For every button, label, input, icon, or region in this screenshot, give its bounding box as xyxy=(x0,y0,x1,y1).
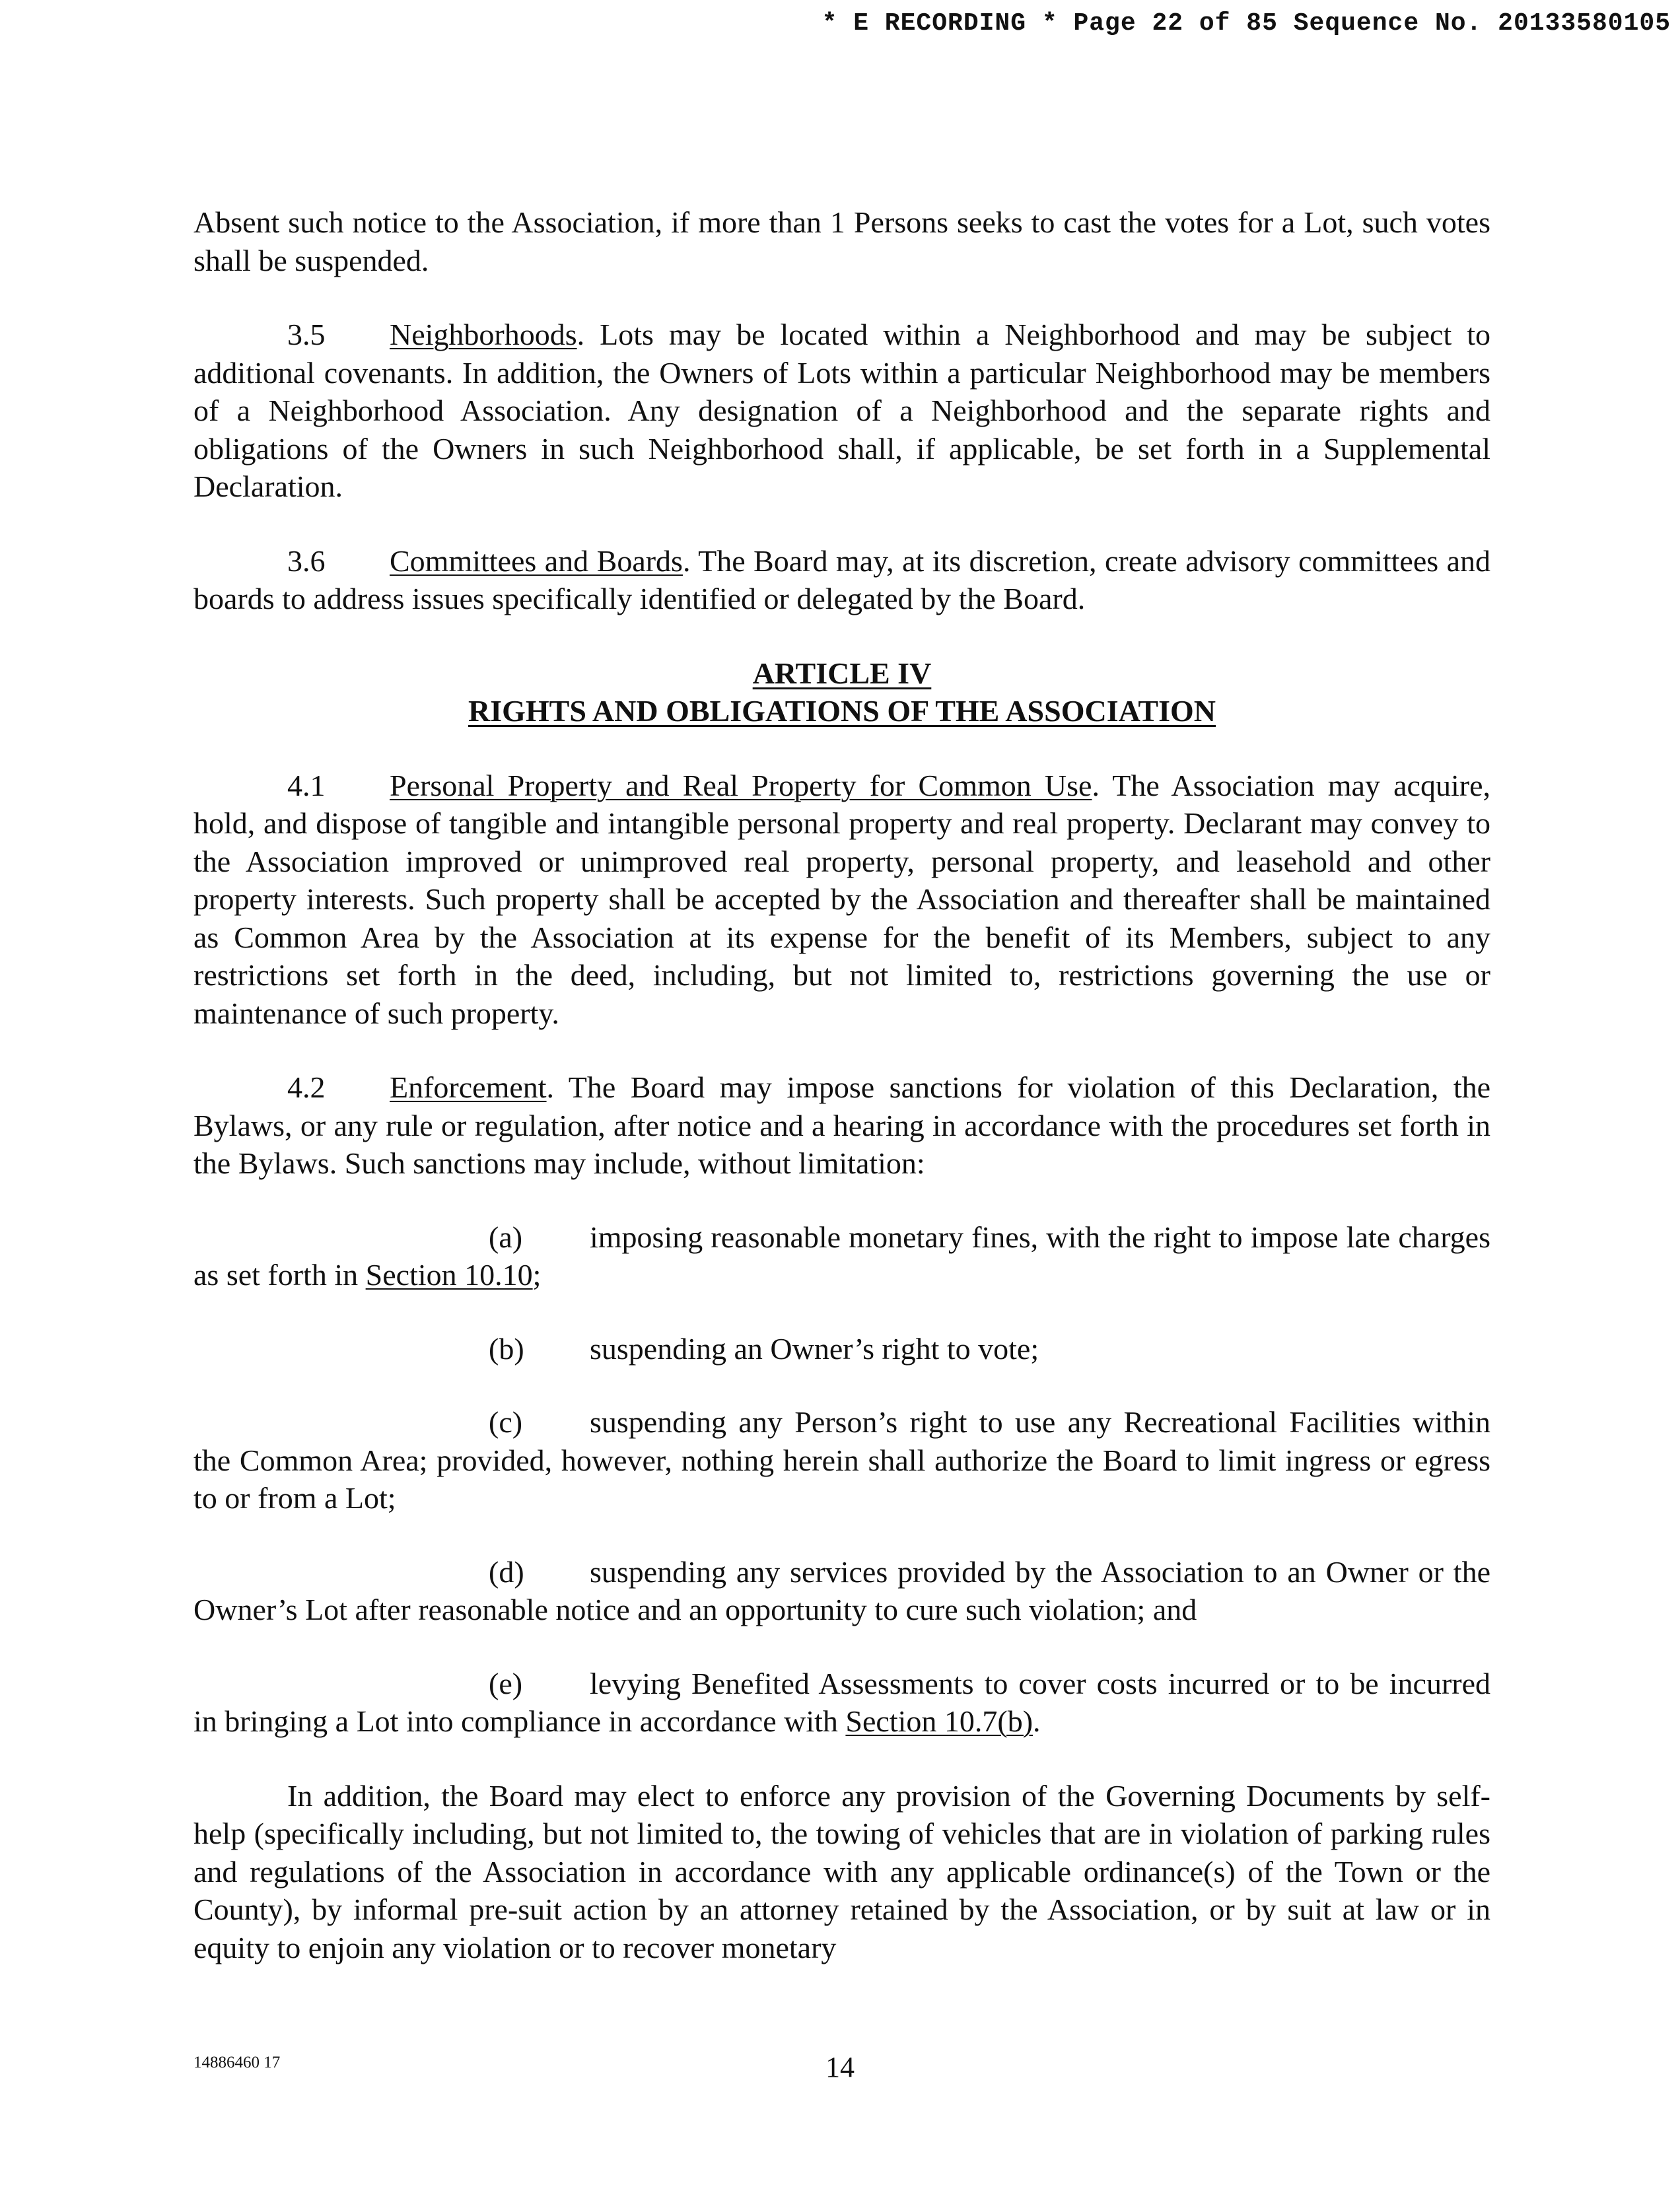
section-number: 3.5 xyxy=(287,318,326,351)
list-item-a xyxy=(193,1218,1490,1294)
list-item-text: suspending an Owner’s right to vote; xyxy=(590,1331,1039,1366)
list-item-text: levying Benefited Assessments to cover costs incurred or to be incurred in bringing a Lot into compliance in accordance with xyxy=(193,1666,1490,1738)
list-item-e xyxy=(193,1665,1490,1741)
section-title: Personal Property and Real Property for Common Use xyxy=(390,768,1092,802)
list-item-label: (d) xyxy=(489,1554,524,1589)
closing-paragraph: In addition, the Board may elect to enforce any provision of the Governing Documents by self-help (specifically including, but not limited to, the towing of vehicles that are in violation of parking rules and regulations of the Association in accordance with any applicable ordinance(s) of the Town or the County), by informal pre-suit action by an attorney retained by the Association, or by suit at law or in equity to enjoin any violation or to recover monetary xyxy=(193,1778,1490,1964)
section-number: 4.2 xyxy=(287,1070,326,1104)
list-item-label: (c) xyxy=(489,1405,523,1439)
section-text: The Board may, at its discretion, create advisory committees and boards to address issues specifically identified or delegated by the Board. xyxy=(193,543,1490,615)
article-title: RIGHTS AND OBLIGATIONS OF THE ASSOCIATION xyxy=(468,694,1216,728)
section-title: Enforcement xyxy=(390,1070,547,1104)
section-3-5: 3.5 Neighborhoods. Lots may be located within a Neighborhood and may be subject to additional covenants. In addition, the Owners of Lots within a particular Neighborhood may be members of a Neighborhood Association. Any designation of a Neighborhood and the separate rights and obligations of the Owners in such Neighborhood shall, if applicable, be set forth in a Supplemental Declaration. xyxy=(193,316,1490,506)
intro-paragraph: Absent such notice to the Association, if more than 1 Persons seeks to cast the votes for a Lot, such votes shall be suspended. xyxy=(193,205,1490,277)
list-item-text: suspending any Person’s right to use any Recreational Facilities within the Common Area; provided, however, nothing herein shall authorize the Board to limit ingress or egress to or from a Lot; xyxy=(193,1405,1490,1515)
list-item-d xyxy=(193,1553,1490,1629)
page-body xyxy=(193,203,1490,1966)
section-title: Committees and Boards xyxy=(390,543,683,578)
section-title: Neighborhoods xyxy=(390,318,577,351)
list-item-tail: ; xyxy=(532,1258,542,1292)
section-reference: Section 10.10 xyxy=(365,1258,533,1292)
section-reference: Section 10.7(b) xyxy=(845,1704,1033,1738)
list-item-text: imposing reasonable monetary fines, with the right to impose late charges as set forth in xyxy=(193,1220,1490,1292)
section-4-1: 4.1 Personal Property and Real Property for Common Use. The Association may acquire, hold, and dispose of tangible and intangible personal property and real property. Declarant may convey to the Association improved or unimproved real property, personal property, and leasehold and other property interests. Such property shall be accepted by the Association and thereafter shall be maintained as Common Area by the Association at its expense for the benefit of its Members, subject to any restrictions set forth in the deed, including, but not limited to, restrictions governing the use or maintenance of such property. xyxy=(193,767,1490,1033)
article-heading xyxy=(193,654,1490,730)
section-text: The Board may impose sanctions for violation of this Declaration, the Bylaws, or any rule or regulation, after notice and a hearing in accordance with the procedures set forth in the Bylaws. Such sanctions may include, without limitation: xyxy=(193,1070,1491,1180)
section-number: 3.6 xyxy=(287,543,326,578)
list-item-label: (e) xyxy=(489,1666,523,1700)
list-item-c xyxy=(193,1403,1490,1517)
section-number: 4.1 xyxy=(287,768,326,802)
section-text: Lots may be located within a Neighborhood and may be subject to additional covenants. In addition, the Owners of Lots within a particular Neighborhood may be members of a Neighborhood Association. Any designation of a Neighborhood and the separate rights and obligations of the Owners in such Neighborhood shall, if applicable, be set forth in a Supplemental Declaration. xyxy=(193,318,1491,503)
article-number: ARTICLE IV xyxy=(752,656,932,690)
section-text: The Association may acquire, hold, and dispose of tangible and intangible personal property and real property. Declarant may convey to the Association improved or unimproved real property, personal property, and leasehold and other property interests. Such property shall be accepted by the Association and thereafter shall be maintained as Common Area by the Association at its expense for the benefit of its Members, subject to any restrictions set forth in the deed, including, but not limited to, restrictions governing the use or maintenance of such property. xyxy=(193,768,1490,1030)
list-item-b xyxy=(193,1330,1490,1368)
list-item-label: (b) xyxy=(489,1331,524,1366)
list-item-text: suspending any services provided by the Association to an Owner or the Owner’s Lot after reasonable notice and an opportunity to cure such violation; and xyxy=(193,1554,1490,1626)
recording-header: * E RECORDING * Page 22 of 85 Sequence No. 20133580105 xyxy=(822,9,1671,38)
document-code: 14886460 17 xyxy=(193,2054,281,2071)
section-4-2: 4.2 Enforcement. The Board may impose sanctions for violation of this Declaration, the Bylaws, or any rule or regulation, after notice and a hearing in accordance with the procedures set forth in the Bylaws. Such sanctions may include, without limitation: xyxy=(193,1068,1490,1183)
page-number: 14 xyxy=(825,2051,855,2083)
section-3-6: 3.6 Committees and Boards. The Board may, at its discretion, create advisory committees and boards to address issues specifically identified or delegated by the Board. xyxy=(193,542,1490,618)
list-item-label: (a) xyxy=(489,1220,523,1254)
list-item-tail: . xyxy=(1033,1704,1041,1738)
